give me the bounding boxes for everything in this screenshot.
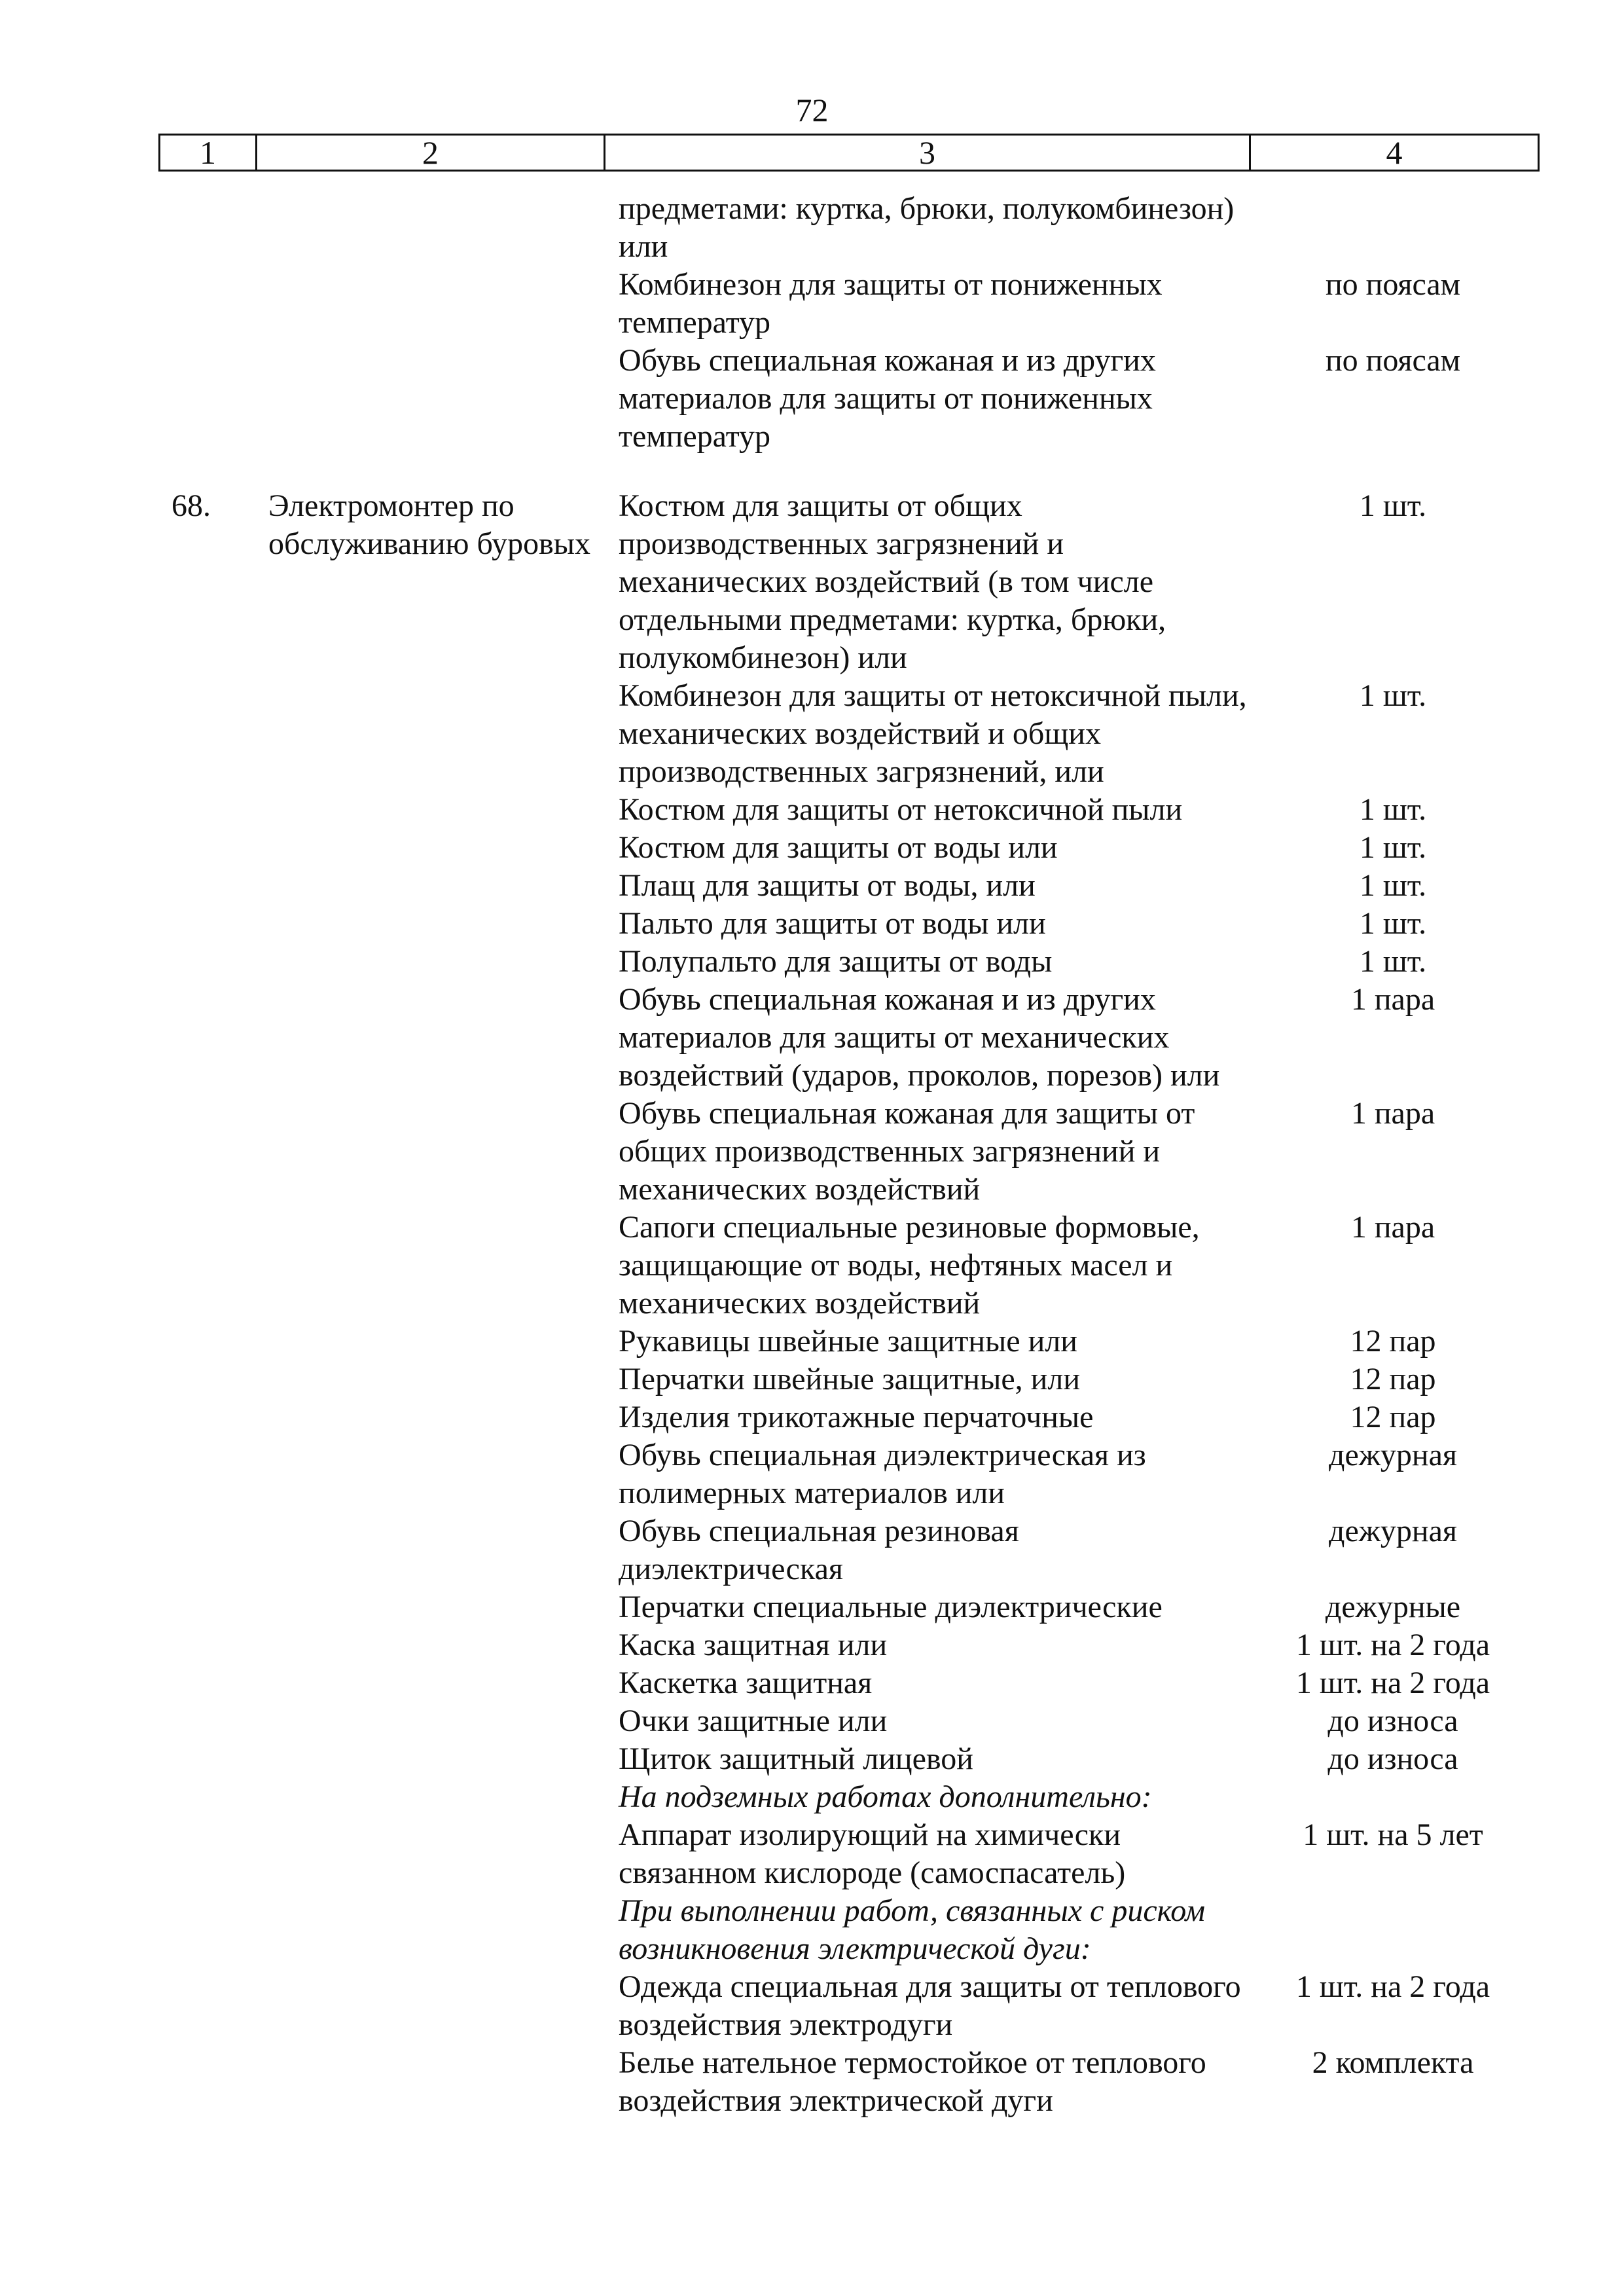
item-name: Костюм для защиты от нетоксичной пыли — [619, 792, 1183, 827]
column-header-4: 4 — [1386, 134, 1403, 171]
item-name: Перчатки специальные диэлектрические — [619, 1590, 1163, 1624]
list-item — [0, 905, 1539, 943]
list-item — [0, 943, 1539, 981]
item-norm: 1 шт. на 2 года — [1295, 1628, 1490, 1662]
page-number: 72 — [795, 92, 829, 128]
item-norm: 1 шт. — [1359, 488, 1427, 523]
item-norm: 1 шт. на 5 лет — [1303, 1817, 1483, 1852]
list-item — [0, 1664, 1539, 1702]
item-norm: 1 шт. — [1359, 830, 1427, 865]
item-norm: 1 пара — [1350, 1096, 1435, 1131]
list-item — [0, 190, 1624, 266]
list-item — [0, 1398, 1539, 1436]
list-item — [0, 1209, 1539, 1322]
item-norm: 1 шт. на 2 года — [1295, 1666, 1490, 1700]
item-name: Щиток защитный лицевой — [619, 1741, 973, 1776]
list-item — [0, 342, 1624, 456]
list-item — [0, 1626, 1539, 1664]
item-name: предметами: куртка, брюки, полукомбинезон) или — [619, 191, 1235, 264]
item-norm: по поясам — [1325, 267, 1461, 302]
item-norm: дежурная — [1329, 1514, 1457, 1548]
section-note: При выполнении работ, связанных с риском возникновения электрической дуги: — [619, 1893, 1206, 1966]
column-header-3: 3 — [605, 136, 1251, 170]
list-item — [0, 677, 1539, 791]
item-norm — [1247, 1892, 1539, 1968]
item-norm — [1247, 190, 1539, 266]
list-item — [0, 1095, 1539, 1209]
list-item — [0, 1892, 1539, 1968]
item-norm: 1 пара — [1350, 982, 1435, 1017]
item-name: Каска защитная или — [619, 1628, 888, 1662]
item-name: Аппарат изолирующий на химически связанном кислороде (самоспасатель) — [619, 1817, 1126, 1890]
item-name: Комбинезон для защиты от нетоксичной пыли, механических воздействий и общих производственных загрязнений, или — [619, 678, 1247, 789]
item-norm: 1 шт. — [1359, 792, 1427, 827]
item-name: Обувь специальная кожаная и из других материалов для защиты от пониженных температур — [619, 343, 1156, 454]
item-name: Костюм для защиты от общих производственных загрязнений и механических воздействий (в том числе отдельными предметами: куртка, брюки, полукомбинезон) или — [619, 488, 1166, 675]
item-norm: по поясам — [1325, 343, 1461, 378]
column-header-2: 2 — [257, 136, 605, 170]
item-norm: 1 пара — [1350, 1210, 1435, 1245]
item-norm: 1 шт. — [1359, 944, 1427, 979]
item-norm: 12 пар — [1350, 1400, 1436, 1434]
list-item — [0, 487, 1539, 677]
item-norm: дежурные — [1325, 1590, 1461, 1624]
item-name: Обувь специальная резиновая диэлектрическая — [619, 1514, 1019, 1586]
item-name: Костюм для защиты от воды или — [619, 830, 1058, 865]
item-norm: 1 шт. — [1359, 678, 1427, 713]
list-item — [0, 1702, 1539, 1740]
item-norm: 12 пар — [1350, 1324, 1436, 1358]
item-norm — [1247, 1778, 1539, 1816]
item-name: Очки защитные или — [619, 1704, 888, 1738]
item-norm: 12 пар — [1350, 1362, 1436, 1396]
item-name: Изделия трикотажные перчаточные — [619, 1400, 1094, 1434]
table-row-68 — [0, 487, 1624, 2120]
item-name: Полупальто для защиты от воды — [619, 944, 1053, 979]
list-item — [0, 1778, 1539, 1816]
item-name: Обувь специальная кожаная для защиты от общих производственных загрязнений и механических воздействий — [619, 1096, 1195, 1207]
item-norm: до износа — [1327, 1704, 1458, 1738]
list-item — [0, 867, 1539, 905]
item-name: Перчатки швейные защитные, или — [619, 1362, 1080, 1396]
list-item — [0, 1740, 1539, 1778]
item-norm: до износа — [1327, 1741, 1458, 1776]
section-note: На подземных работах дополнительно: — [619, 1779, 1152, 1814]
position-name: Электромонтер по обслуживанию буровых — [268, 488, 590, 561]
item-name: Пальто для защиты от воды или — [619, 906, 1046, 941]
item-norm: 1 шт. — [1359, 868, 1427, 903]
list-item — [0, 266, 1624, 342]
list-item — [0, 1816, 1539, 1892]
list-item — [0, 1322, 1539, 1360]
item-name: Белье нательное термостойкое от теплового воздействия электрической дуги — [619, 2045, 1206, 2118]
item-name: Комбинезон для защиты от пониженных температур — [619, 267, 1163, 340]
list-item — [0, 1436, 1539, 1512]
item-name: Обувь специальная диэлектрическая из полимерных материалов или — [619, 1438, 1146, 1510]
item-name: Одежда специальная для защиты от теплового воздействия электродуги — [619, 1969, 1241, 2042]
item-name: Обувь специальная кожаная и из других материалов для защиты от механических воздействий (ударов, проколов, порезов) или — [619, 982, 1220, 1093]
continuation-block — [0, 190, 1624, 456]
list-item — [0, 1588, 1539, 1626]
list-item — [0, 1512, 1539, 1588]
item-name: Рукавицы швейные защитные или — [619, 1324, 1077, 1358]
list-item — [0, 829, 1539, 867]
item-norm: 1 шт. на 2 года — [1295, 1969, 1490, 2004]
item-norm: 2 комплекта — [1312, 2045, 1474, 2080]
item-name: Сапоги специальные резиновые формовые, защищающие от воды, нефтяных масел и механических воздействий — [619, 1210, 1200, 1321]
item-norm: 1 шт. — [1359, 906, 1427, 941]
list-item — [0, 981, 1539, 1095]
entry-number: 68. — [171, 488, 211, 523]
item-norm: дежурная — [1329, 1438, 1457, 1472]
item-name: Каскетка защитная — [619, 1666, 873, 1700]
item-list — [0, 487, 1539, 2120]
table-body — [0, 190, 1624, 2120]
item-name: Плащ для защиты от воды, или — [619, 868, 1036, 903]
list-item — [0, 1360, 1539, 1398]
list-item — [0, 2044, 1539, 2120]
list-item — [0, 791, 1539, 829]
column-header-row — [158, 134, 1540, 172]
column-header-1: 1 — [160, 136, 257, 170]
list-item — [0, 1968, 1539, 2044]
